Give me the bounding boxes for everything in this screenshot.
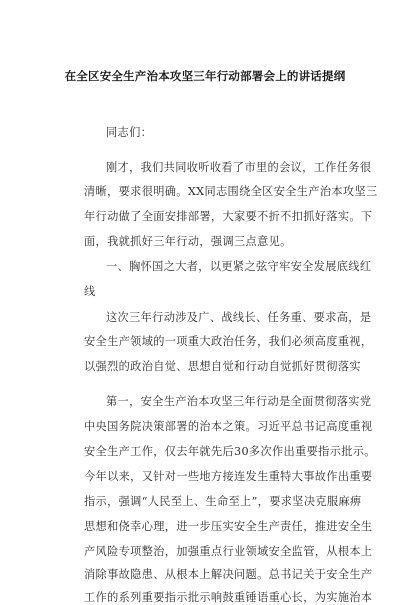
text-line: 这次三年行动涉及广、战线长、任务重、要求高，是: [106, 311, 372, 324]
text-line: 刚才，我们共同收听收看了市里的会议，工作任务很: [106, 161, 372, 174]
text-line: 第一，安全生产治本攻坚三年行动是全面贯彻落实党: [106, 395, 372, 408]
text-line: 中央国务院决策部署的治本之策。习近平总书记高度重视: [84, 420, 373, 433]
text-line: 以强烈的政治自觉、思想自觉和行动自觉抓好贯彻落实: [84, 360, 361, 373]
text-line: 工作的系列重要指示批示响鼓重锤语重心长，为实施治本: [84, 591, 373, 604]
text-line: 年行动做了全面安排部署，大家要不折不扣抓好落实。下: [84, 210, 373, 223]
text-line: 产风险专项整治，加强重点行业领域安全监管，从根本上: [84, 545, 373, 558]
text-line: 清晰，要求很明确。XX同志围绕全区安全生产治本攻坚三: [84, 185, 378, 198]
text-line: 安全生产工作，仅去年就先后30多次作出重要指示批示。: [84, 445, 376, 458]
text-line: 面，我就抓好三年行动，强调三点意见。: [84, 235, 292, 248]
text-line: 安全生产领域的一项重大政治任务，我们必须高度重视，: [84, 335, 373, 348]
text-line: 今年以来，又针对一些地方接连发生重特大事故作出重要: [84, 470, 373, 483]
text-line: 消除事故隐患、从根本上解决问题。总书记关于安全生产: [84, 568, 373, 581]
document-title: 在全区安全生产治本攻坚三年行动部署会上的讲话提纲: [64, 69, 346, 83]
text-line: 指示，强调“人民至上、生命至上”，要求坚决克服麻痹: [84, 495, 362, 508]
text-line: 一、胸怀国之大者，以更紧之弦守牢安全发展底线红: [106, 260, 372, 273]
text-line: 同志们：: [106, 126, 153, 139]
text-line: 线: [84, 285, 96, 298]
text-line: 思想和侥幸心理，进一步压实安全生产责任，推进安全生: [84, 520, 373, 533]
